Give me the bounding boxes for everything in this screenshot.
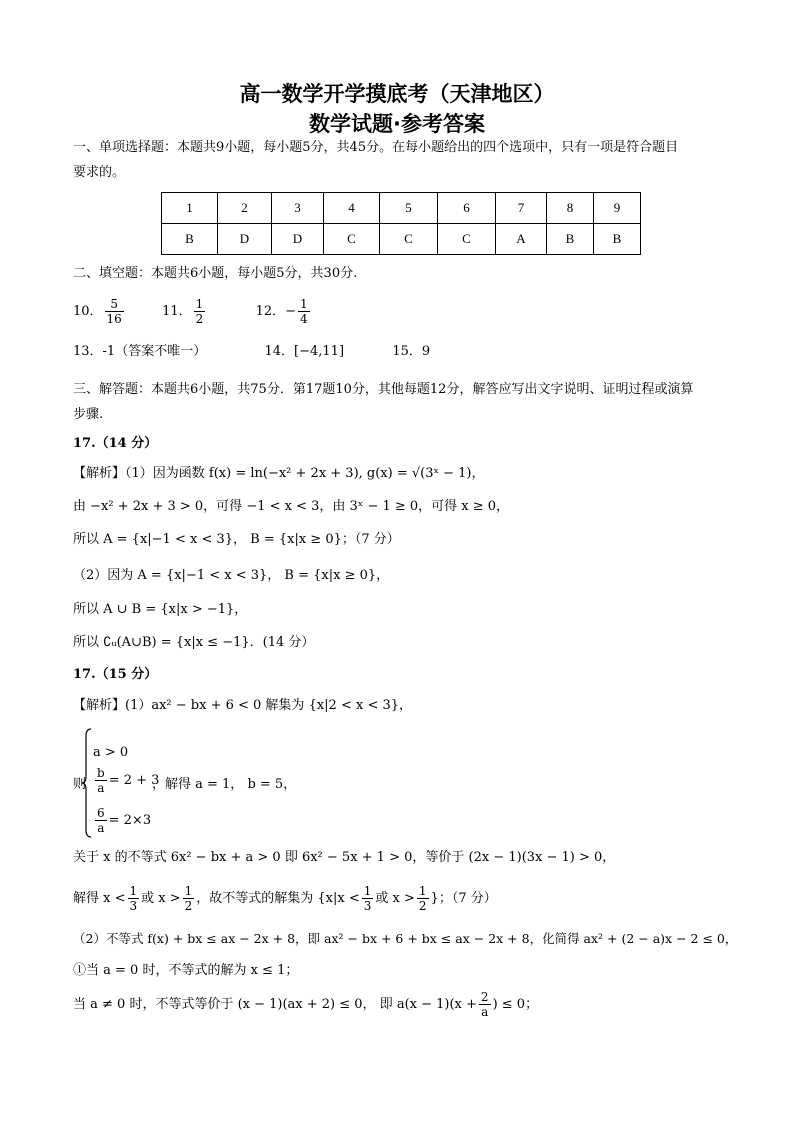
answer-table xyxy=(161,192,641,255)
section3-intro: 三、解答题：本题共6小题，共75分．第17题10分，其他每题12分，解答应写出文字说明、证明过程或演算 xyxy=(73,382,694,397)
problem-17a-line4: （2）因为 A = {x|−1 < x < 3}， B = {x|x ≥ 0}， xyxy=(73,568,390,583)
system-eq2: $\frac{b}{a}$ = 2 + 3 xyxy=(97,766,160,795)
answer-table-answer-row xyxy=(162,224,641,255)
fill-answers-row2 xyxy=(73,342,430,362)
table-cell: C xyxy=(380,224,438,255)
q12-fraction: $\frac{1}{4}$ xyxy=(300,297,308,326)
page-subtitle: 数学试题·参考答案 xyxy=(309,112,485,136)
table-cell: 8 xyxy=(547,193,594,224)
section1-intro-cont: 要求的。 xyxy=(73,165,126,180)
table-cell: 1 xyxy=(162,193,218,224)
problem-17b-line2: 关于 x 的不等式 6x² − bx + a > 0 即 6x² − 5x + 1 > 0，等价于 (2x − 1)(3x − 1) > 0， xyxy=(73,850,616,865)
table-cell: D xyxy=(272,224,324,255)
table-cell: 5 xyxy=(380,193,438,224)
table-cell: 4 xyxy=(324,193,380,224)
table-cell: 6 xyxy=(438,193,496,224)
page-title: 高一数学开学摸底考（天津地区） xyxy=(239,82,555,106)
fill-answers-row1 xyxy=(73,296,312,328)
section1-intro: 一、单项选择题：本题共9小题，每小题5分，共45分。在每小题给出的四个选项中，只有一项是符合题目 xyxy=(73,140,679,155)
problem-17b-line4: （2）不等式 f(x) + bx ≤ ax − 2x + 8，即 ax² − bx + 6 + bx ≤ ax − 2x + 8，化简得 ax² + (2 − a)x − 2 ≤ 0， xyxy=(73,931,738,946)
q10-fraction: $\frac{5}{16}$ xyxy=(106,297,122,326)
q13-answer: 13．-1（答案不唯一） xyxy=(73,344,207,359)
table-cell: 2 xyxy=(218,193,272,224)
system-eq3: $\frac{6}{a}$ = 2×3 xyxy=(97,806,152,835)
problem-17b-heading: 17.（15 分） xyxy=(73,667,158,682)
problem-17a-line3: 所以 A = {x|−1 < x < 3}， B = {x|x ≥ 0}；（7 分） xyxy=(73,532,400,547)
table-cell: 3 xyxy=(272,193,324,224)
table-cell: 9 xyxy=(594,193,641,224)
problem-17b-line5: ①当 a = 0 时，不等式的解为 x ≤ 1； xyxy=(73,963,299,978)
table-cell: D xyxy=(218,224,272,255)
answer-table-number-row xyxy=(162,193,641,224)
table-cell: B xyxy=(594,224,641,255)
table-cell: A xyxy=(496,224,547,255)
system-solution: ，解得 a = 1， b = 5， xyxy=(152,777,297,792)
problem-17a-line6: 所以 ∁ᵤ(A∪B) = {x|x ≤ −1}．(14 分） xyxy=(73,635,315,650)
system-eq1: a > 0 xyxy=(93,745,129,760)
table-cell: B xyxy=(547,224,594,255)
table-cell: B xyxy=(162,224,218,255)
problem-17b-line6: 当 a ≠ 0 时，不等式等价于 (x − 1)(ax + 2) ≤ 0， 即 a(x − 1)(x + $\frac{2}{a}$ ) ≤ 0； xyxy=(73,990,539,1019)
system-then-label: 则 xyxy=(73,777,87,792)
problem-17a-line1: 【解析】（1）因为函数 f(x) = ln(−x² + 2x + 3), g(x) = √(3ˣ − 1)， xyxy=(73,466,485,481)
q11-label: 11． xyxy=(162,304,192,319)
q12-label: 12．− xyxy=(255,304,297,319)
table-cell: C xyxy=(324,224,380,255)
q14-answer: 14．[−4,11] xyxy=(264,344,345,359)
table-cell: 7 xyxy=(496,193,547,224)
problem-17a-line2: 由 −x² + 2x + 3 > 0，可得 −1 < x < 3，由 3ˣ − 1 ≥ 0，可得 x ≥ 0， xyxy=(73,499,510,514)
q10-label: 10． xyxy=(73,304,103,319)
problem-17b-line3: 解得 x < $\frac{1}{3}$ 或 x > $\frac{1}{2}$ ，故不等式的解集为 {x|x < $\frac{1}{3}$ 或 x > $\frac{1}{2}$ }；（7 分） xyxy=(73,884,497,913)
q11-fraction: $\frac{1}{2}$ xyxy=(195,297,204,326)
problem-17a-line5: 所以 A ∪ B = {x|x > −1}， xyxy=(73,602,248,617)
table-cell: C xyxy=(438,224,496,255)
section3-intro-cont: 步骤. xyxy=(73,407,104,422)
section2-intro: 二、填空题：本题共6小题，每小题5分，共30分. xyxy=(73,266,358,281)
problem-17a-heading: 17.（14 分） xyxy=(73,436,158,451)
problem-17b-line1: 【解析】(1）ax² − bx + 6 < 0 解集为 {x|2 < x < 3}， xyxy=(73,698,413,713)
q15-answer: 15．9 xyxy=(392,344,431,359)
